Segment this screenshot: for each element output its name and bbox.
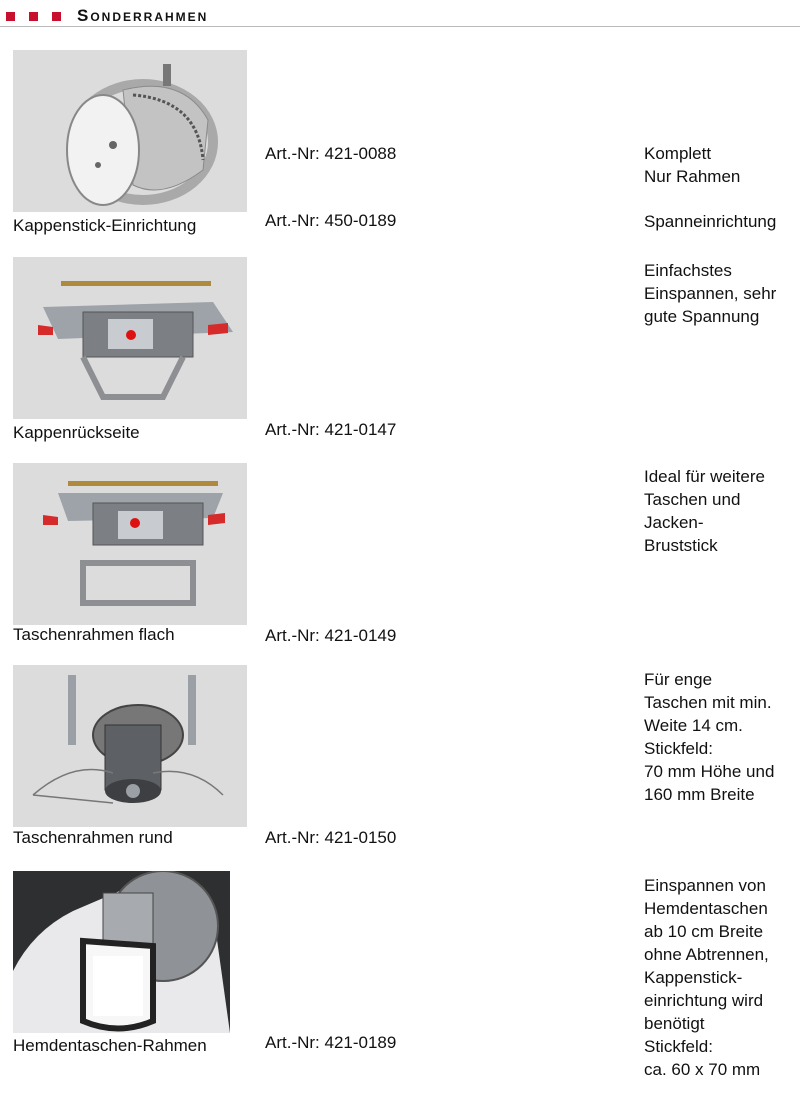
bullet-square-icon <box>6 12 15 21</box>
item-description: Für enge Taschen mit min. Weite 14 cm. Stickfeld: 70 mm Höhe und 160 mm Breite <box>644 670 775 804</box>
item-name: Taschenrahmen rund <box>13 828 173 847</box>
bullet-square-icon <box>29 12 38 21</box>
shirt-pocket-frame-photo <box>13 871 230 1033</box>
item-description: Komplett <box>644 144 712 163</box>
article-number: Art.-Nr: 450-0189 <box>265 211 397 230</box>
item-description: Einfachstes Einspannen, sehr gute Spannung <box>644 261 777 326</box>
item-name: Kappenrückseite <box>13 423 140 442</box>
item-name: Hemdentaschen-Rahmen <box>13 1036 207 1055</box>
item-description: Einspannen von Hemdentaschen ab 10 cm Breite ohne Abtrennen, Kappenstick- einrichtung wird benötigt Stickfeld: ca. 60 x 70 mm <box>644 876 769 1079</box>
header-divider <box>0 26 800 27</box>
item-name: Taschenrahmen flach <box>13 625 175 644</box>
item-description: Nur Rahmen <box>644 167 741 186</box>
bullet-square-icon <box>52 12 61 21</box>
article-number: Art.-Nr: 421-0088 <box>265 144 397 163</box>
cap-frame-photo <box>13 50 247 212</box>
article-number: Art.-Nr: 421-0189 <box>265 1033 397 1052</box>
item-description: Spanneinrichtung <box>644 212 777 231</box>
flat-pocket-frame-photo <box>13 463 247 625</box>
item-name: Kappenstick-Einrichtung <box>13 216 197 235</box>
article-number: Art.-Nr: 421-0147 <box>265 420 397 439</box>
page-title: Sonderrahmen <box>77 6 209 25</box>
round-pocket-frame-photo <box>13 665 247 827</box>
article-number: Art.-Nr: 421-0149 <box>265 626 397 645</box>
cap-back-frame-photo <box>13 257 247 419</box>
item-description: Ideal für weitere Taschen und Jacken- Bruststick <box>644 467 765 555</box>
article-number: Art.-Nr: 421-0150 <box>265 828 397 847</box>
page-header <box>6 5 208 27</box>
